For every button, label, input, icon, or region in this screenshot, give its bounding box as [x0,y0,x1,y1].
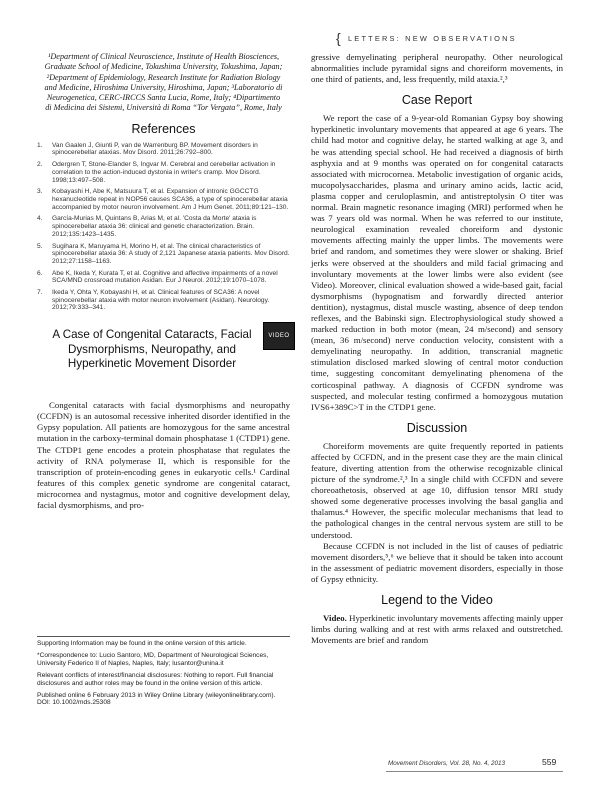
video-badge-label: VIDEO [268,333,290,340]
footnote-supporting: Supporting Information may be found in the online version of this article. [37,640,247,647]
right-column [311,52,563,646]
article-title: A Case of Congenital Cataracts, Facial Dysmorphisms, Neuropathy, and Hyperkinetic Movement Disorder [52,328,252,371]
reference-item: 3. Kobayashi H, Abe K, Matsuura T, et al. Expansion of intronic GGCCTG hexanucleotide repeat in NOP56 causes SCA36, a type of spinocerebellar ataxia accompanied by motor neuron involvement. Am J Hum Genet. 2011;89:121–130. [37,188,289,211]
reference-item: 1. Van Gaalen J, Giunti P, van de Warrenburg BP. Movement disorders in spinocerebellar ataxias. Mov Disord. 2011;26:792–800. [37,141,258,157]
left-column [37,52,290,511]
reference-item: 6. Abe K, Ikeda Y, Kurata T, et al. Cognitive and affective impairments of a novel SCA/MND crossroad mutation Asidan. Eur J Neurol. 2012;19:1070–1078. [37,269,278,285]
affiliation-1: ¹Department of Clinical Neuroscience, Institute of Health Biosciences, Graduate School of Medicine, Tokushima University, Tokushima, Japan; [44,52,283,72]
video-legend-text: Hyperkinetic involuntary movements affecting mainly upper limbs during walking and at rest with arms relaxed and outstretched. Movements are brief and random [311,613,564,646]
journal-footer: Movement Disorders, Vol. 28, No. 4, 2013 [388,760,506,767]
affiliations [43,52,284,114]
footnote-conflicts: Relevant conflicts of interest/financial disclosures: Nothing to report. Full financial disclosures and author roles may be found in the online version of this article. [37,671,274,687]
intro-paragraph: Congenital cataracts with facial dysmorphisms and neuropathy (CCFDN) is an autosomal recessive inherited disorder identified in the Gypsy population. All patients are homozygous for the same ancestral mutation in the carboxy-terminal domain phosphatase 1 (CTDP1) gene. The CTDP1 gene encodes a protein phosphatase that regulates the activity of RNA polymerase II, which is responsible for the transcription of protein-encoding genes in eukaryotic cells.¹ Cardinal features of this complex genetic syndrome are congenital cataract, microcornea and nystagmus, motor and cognitive development delay, facial dysmorphisms, and pro- [37,400,290,510]
footnote-divider [37,636,290,637]
footnote-published: Published online 6 February 2013 in Wiley Online Library (wileyonlinelibrary.com). DOI: 10.1002/mds.25308 [37,691,276,707]
reference-list [37,142,290,312]
footnote-correspondence: *Correspondence to: Lucio Santoro, MD, Department of Neurological Sciences, University Federico II of Naples, Naples, Italy; lusantor@unina.it [37,651,269,667]
page-number: 559 [542,757,557,767]
discussion-heading: Discussion [406,420,468,435]
video-legend-heading: Legend to the Video [381,593,493,608]
affiliation-2: ²Department of Epidemiology, Research Institute for Radiation Biology and Medicine, Hiroshima University, Hiroshima, Japan; ³Laboratorio di Neurogenetica, CERC-IRCCS Santa Lucia, Rome, Italy; ⁴Dipartimento di Medicina dei Sistemi, Università di Roma “Tor Vergata”, Rome, Italy [44,72,283,113]
discussion-paragraph-1: Choreiform movements are quite frequently reported in patients affected by CCFDN, and in the present case they are the main clinical feature, diverting attention from the otherwise recognizable clinical picture of the syndrome.²,³ In a single child with CCFDN and severe choreoathetosis, observed at age 10, diffusion tensor MRI study showed some degenerative processes involving the basal ganglia and thalamus.⁴ However, the specific molecular mechanisms that lead to the pathological changes in the central nervous system are still to be understood. [311,440,563,540]
case-report-paragraph: We report the case of a 9-year-old Romanian Gypsy boy showing hyperkinetic involuntary movements that appeared at age 6 years. The child had motor and cognitive delay, he started walking at age 3, and he was attending special school. He had received a diagnosis of birth asphyxia and at 9 months was operated on for congenital cataracts associated with microcornea. Metabolic investigation of organic acids, mucopolysaccharides, plasma and urinary amino acids, lactic acid, plasma copper and ceruloplasmin, and antistreptolysin O titer was normal. Brain magnetic resonance imaging (MRI) performed when he was 7 years old was normal. When he was referred to our institute, neurological examination revealed choreiform and dystonic movements affecting mainly the upper limbs. The movements were brief and random, and sometimes they were slower or shaking. Brief jerks were observed at the shoulders and mild facial grimacing and involuntary movements at the lower limbs were also evident (see Video). Moreover, clinical evaluation showed a wide-based gait, facial dysmorphisms (hypognatism and forwardly directed anterior dentition), nystagmus, distal muscle wasting, absence of deep tendon reflexes, and the Babinski sign. Electrophysiological study showed a marked reduction in both motor (mean, 24 m/second) and sensory (mean, 36 m/second) nerve conduction velocity, consistent with a demyelinating neuropathy. In addition, transcranial magnetic stimulation disclosed marked slowing of central motor conduction time, suggesting concomitant demyelinating phenomena of the corticospinal pathway. A diagnosis of CCFDN syndrome was suspected, and molecular testing confirmed a homozygous mutation IVS6+389C>T in the CTDP1 gene. [311,113,563,412]
header-bracket: { [336,30,341,46]
continuation-paragraph: gressive demyelinating peripheral neuropathy. Other neurological abnormalities include pyramidal signs and choreiform movements, in one third of patients, and, less frequently, mild ataxia.²,³ [311,52,563,85]
discussion-paragraph-2: Because CCFDN is not included in the list of causes of pediatric movement disorders,⁵,⁶ we believe that it should be taken into account in the assessment of pediatric movement disorders, especially in those of Gypsy ethnicity. [311,540,563,584]
section-header: LETTERS: NEW OBSERVATIONS [348,34,517,43]
reference-item: 7. Ikeda Y, Ohta Y, Kobayashi H, et al. Clinical features of SCA36: A novel spinocerebellar ataxia with motor neuron involvement (Asidan). Neurology. 2012;79:333–341. [37,289,270,312]
reference-item: 4. García-Murias M, Quintans B, Arias M, et al. 'Costa da Morte' ataxia is spinocerebellar ataxia 36: clinical and genetic characterization. Brain. 2012;135:1423–1435. [37,215,257,238]
video-label: Video. [323,613,347,624]
video-legend-paragraph [311,613,563,646]
article-title-block [37,322,290,400]
case-report-heading: Case Report [401,93,473,108]
reference-item: 5. Sugihara K, Maruyama H, Morino H, et al. The clinical characteristics of spinocerebellar ataxia 36: A study of 2,121 Japanese ataxia patients. Mov Disord. 2012;27:1158–1163. [37,242,290,265]
footer-divider [386,771,563,772]
footnotes [37,640,290,711]
references-heading: References [131,121,196,136]
video-icon[interactable] [263,322,295,350]
reference-item: 2. Odergren T, Stone-Elander S, Ingvar M. Cerebral and cerebellar activation in correlation to the action-induced dystonia in writer's cramp. Mov Disord. 1998;13:497–508. [37,161,276,184]
